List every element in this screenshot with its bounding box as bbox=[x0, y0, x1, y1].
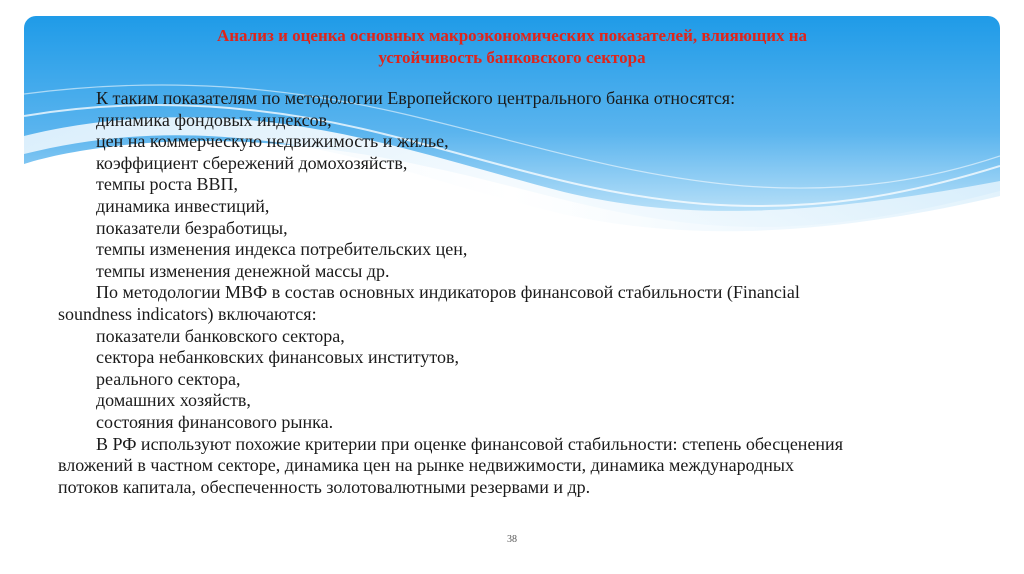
page-number: 38 bbox=[507, 534, 517, 545]
text-line: soundness indicators) включаются: bbox=[58, 303, 317, 324]
text-line: В РФ используют похожие критерии при оценке финансовой стабильности: степень обесценения bbox=[96, 433, 843, 454]
text-line: темпы роста ВВП, bbox=[96, 174, 238, 195]
slide-body bbox=[58, 88, 973, 498]
text-line: темпы изменения денежной массы др. bbox=[96, 260, 390, 281]
slide bbox=[24, 16, 1000, 542]
text-line: По методологии МВФ в состав основных индикаторов финансовой стабильности (Financial bbox=[96, 282, 800, 303]
text-line: цен на коммерческую недвижимость и жилье, bbox=[96, 131, 449, 152]
text-line: сектора небанковских финансовых институтов, bbox=[96, 347, 459, 368]
text-line: показатели банковского сектора, bbox=[96, 325, 345, 346]
text-line: потоков капитала, обеспеченность золотовалютными резервами и др. bbox=[58, 476, 591, 497]
text-line: коэффициент сбережений домохозяйств, bbox=[96, 152, 408, 173]
title-line-2: устойчивость банковского сектора bbox=[378, 48, 646, 67]
text-line: реального сектора, bbox=[96, 368, 241, 389]
text-line: состояния финансового рынка. bbox=[96, 411, 334, 432]
slide-title bbox=[84, 25, 940, 69]
text-line: темпы изменения индекса потребительских цен, bbox=[96, 239, 468, 260]
text-line: домашних хозяйств, bbox=[96, 390, 251, 411]
text-line: динамика фондовых индексов, bbox=[96, 109, 332, 130]
text-line: К таким показателям по методологии Европейского центрального банка относятся: bbox=[96, 88, 736, 108]
text-line: вложений в частном секторе, динамика цен на рынке недвижимости, динамика международных bbox=[58, 455, 795, 476]
text-line: динамика инвестиций, bbox=[96, 195, 270, 216]
title-line-1: Анализ и оценка основных макроэкономических показателей, влияющих на bbox=[216, 26, 808, 45]
text-line: показатели безработицы, bbox=[96, 217, 288, 238]
